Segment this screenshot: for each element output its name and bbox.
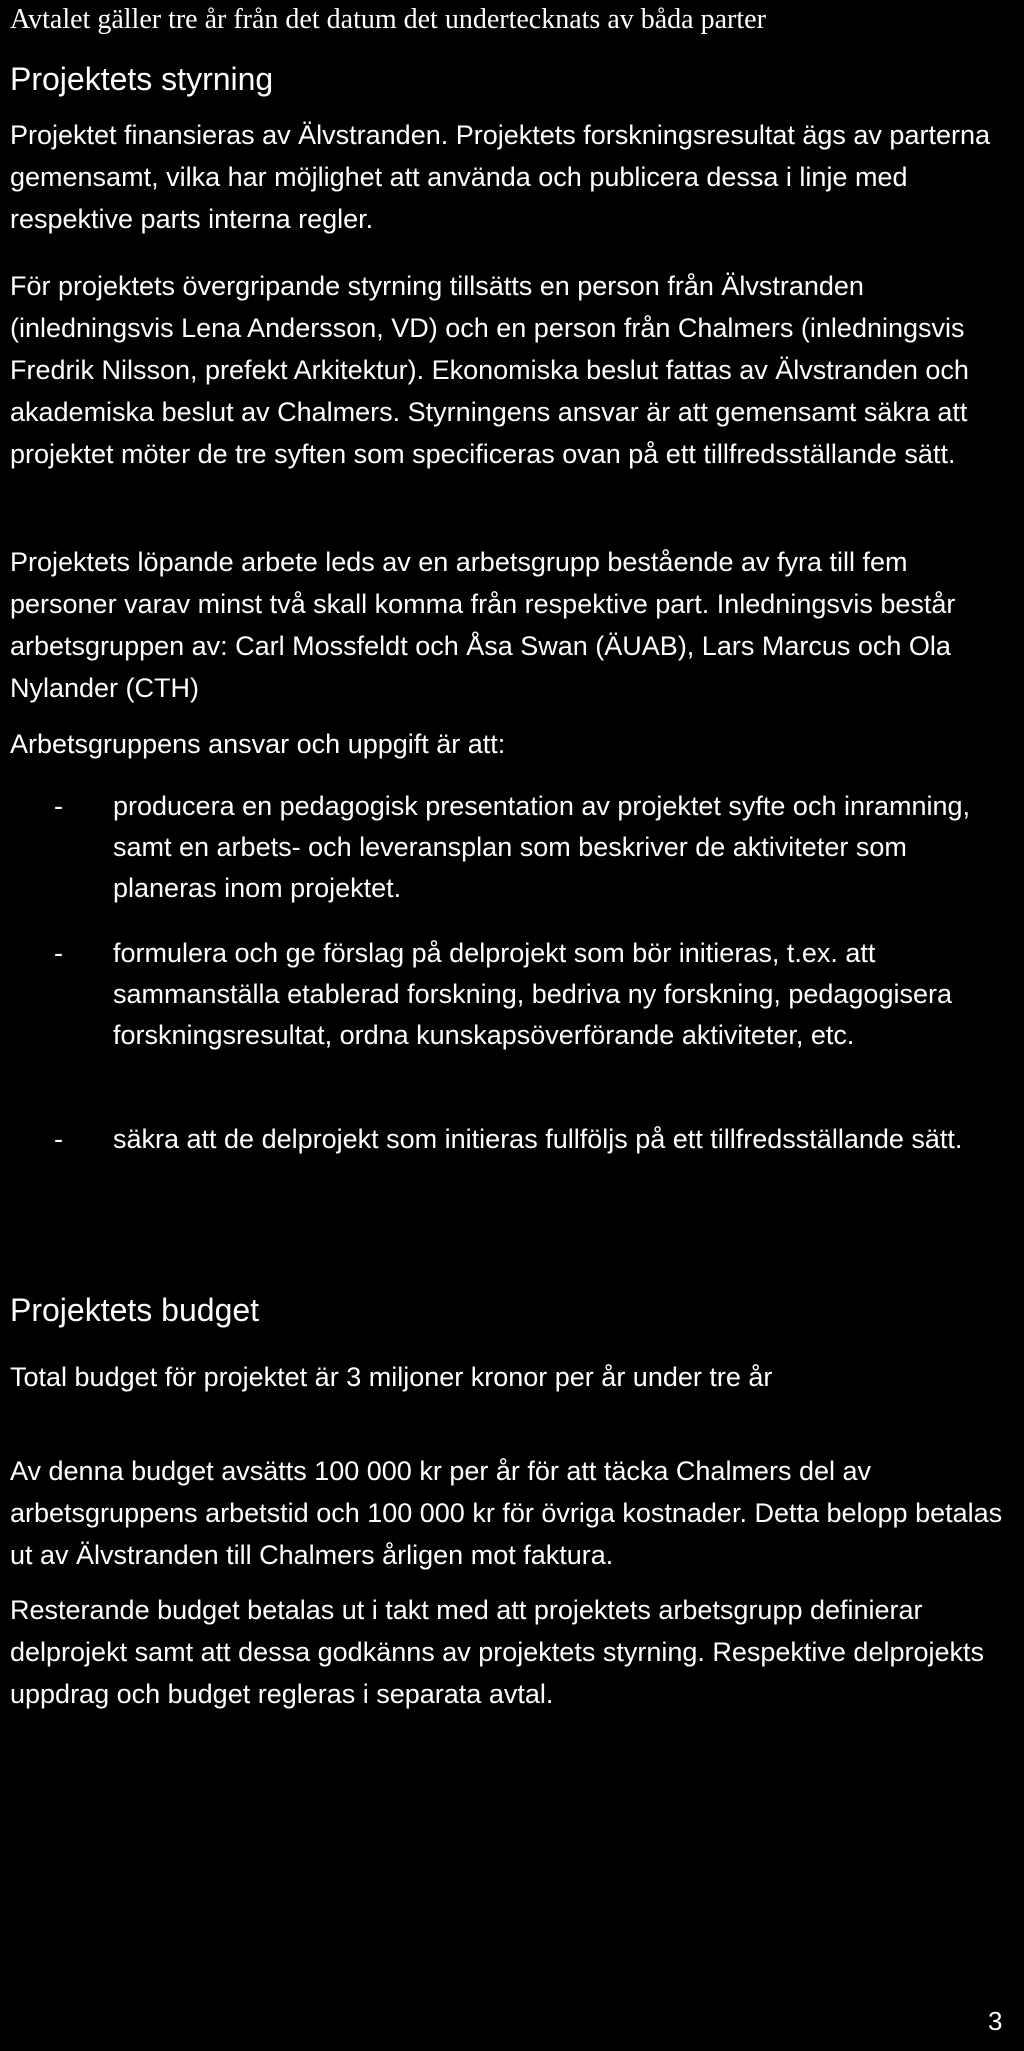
page-number: 3 (988, 2006, 1003, 2036)
bullet-marker: - (54, 1124, 63, 1154)
budget-heading: Projektets budget (10, 1292, 260, 1328)
budget-paragraph-allocation: Av denna budget avsätts 100 000 kr per år för att täcka Chalmers del av arbetsgruppens arbetstid och 100 000 kr för övriga kostnader. Detta belopp betalas ut av Älvstranden till Chalmers årligen mot faktura. (10, 1456, 1003, 1570)
bullet-marker: - (54, 791, 63, 821)
bullet-marker: - (54, 938, 63, 968)
governance-paragraph-responsibilities: Arbetsgruppens ansvar och uppgift är att: (10, 729, 506, 759)
budget-paragraph-total: Total budget för projektet är 3 miljoner kronor per år under tre år (10, 1362, 773, 1392)
governance-heading: Projektets styrning (10, 61, 274, 97)
agreement-validity-note: Avtalet gäller tre år från det datum det undertecknats av båda parter (10, 4, 766, 35)
budget-paragraph-remaining: Resterande budget betalas ut i takt med att projektets arbetsgrupp definierar delprojekt samt att dessa godkänns av projektets styrning. Respektive delprojekts uppdrag och budget regleras i separata avtal. (10, 1595, 985, 1709)
responsibility-item-text: producera en pedagogisk presentation av projektet syfte och inramning, samt en arbets- och leveransplan som beskriver de aktiviteter som planeras inom projektet. (113, 791, 971, 903)
governance-paragraph-workgroup: Projektets löpande arbete leds av en arbetsgrupp bestående av fyra till fem personer varav minst två skall komma från respektive part. Inledningsvis består arbetsgruppen av: Carl Mossfeldt och Åsa Swan (ÄUAB), Lars Marcus och Ola Nylander (CTH) (10, 547, 956, 703)
governance-paragraph-steering: För projektets övergripande styrning tillsätts en person från Älvstranden (inledningsvis Lena Andersson, VD) och en person från Chalmers (inledningsvis Fredrik Nilsson, prefekt Arkitektur). Ekonomiska beslut fattas av Älvstranden och akademiska beslut av Chalmers. Styrningens ansvar är att gemensamt säkra att projektet möter de tre syften som specificeras ovan på ett tillfredsställande sätt. (10, 271, 969, 469)
responsibility-item-text: formulera och ge förslag på delprojekt som bör initieras, t.ex. att sammanställa etablerad forskning, bedriva ny forskning, pedagogisera forskningsresultat, ordna kunskapsöverförande aktiviteter, etc. (113, 938, 952, 1050)
governance-paragraph-funding: Projektet finansieras av Älvstranden. Projektets forskningsresultat ägs av parterna gemensamt, vilka har möjlighet att använda och publicera dessa i linje med respektive parts interna regler. (10, 120, 990, 234)
responsibility-item-text: säkra att de delprojekt som initieras fullföljs på ett tillfredsställande sätt. (113, 1124, 963, 1154)
